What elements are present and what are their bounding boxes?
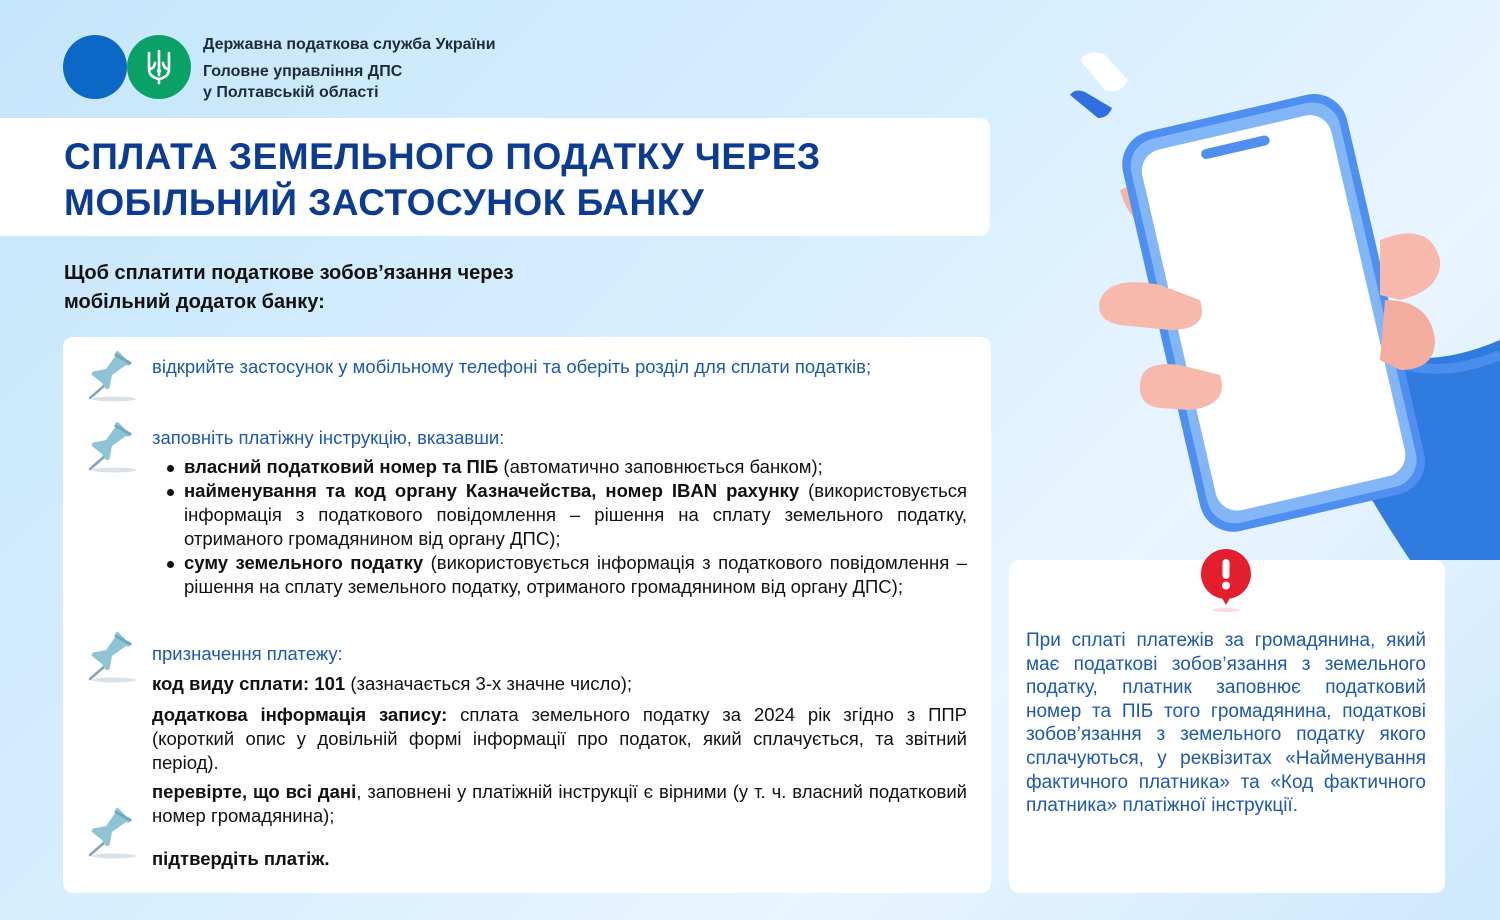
exclamation-alert-icon (1199, 547, 1253, 613)
dps-logo (63, 35, 193, 99)
list-item (165, 479, 967, 551)
hand-holding-phone-illustration (1050, 40, 1500, 560)
required-fields-list (165, 455, 967, 599)
pushpin-icon (78, 804, 138, 864)
pushpin-icon (78, 347, 138, 407)
trident-icon (143, 49, 175, 85)
step-confirm: підтвердіть платіж. (152, 848, 330, 869)
bullet-text: (використовується інформація з податкового повідомлення – рішення на сплату земельного податку, отриманого громадянином від органу ДПС); (184, 480, 967, 549)
payment-code-label: код виду сплати: 101 (152, 673, 346, 694)
additional-info (152, 703, 967, 775)
note-text: При сплаті платежів за громадянина, який має податкові зобов’язання з земельного податку, платник заповнює податковий номер та ПІБ того громадянина, податкові зобов’язання з земельного податку якого сплачуються, у реквізитах «Найменування фактичного платника» та «Код фактичного платника» платіжної інструкції. (1026, 630, 1426, 817)
step-verify (152, 780, 967, 828)
bullet-bold: найменування та код органу Казначейства, номер IBAN рахунку (184, 480, 800, 501)
org-line-2: Головне управління ДПС (203, 63, 403, 80)
pushpin-icon (78, 418, 138, 478)
org-line-1: Державна податкова служба України (203, 36, 496, 53)
additional-info-label: додаткова інформація запису: (152, 704, 448, 725)
logo-blue-circle (63, 35, 127, 99)
step-purpose-heading: призначення платежу: (152, 643, 343, 664)
bullet-text: (використовується інформація з податкового повідомлення – рішення на сплату земельного податку, отриманого громадянином від органу ДПС); (184, 552, 967, 597)
bullet-text: (автоматично заповнюється банком); (498, 456, 823, 477)
intro-line-1: Щоб сплатити податкове зобов’язання через (64, 262, 514, 284)
verify-text: , заповнені у платіжній інструкції є вірними (у т. ч. власний податковий номер громадянина); (152, 781, 967, 826)
bullet-bold: власний податковий номер та ПІБ (184, 456, 499, 477)
step-fill-instruction: заповніть платіжну інструкцію, вказавши: (152, 427, 505, 448)
pushpin-icon (78, 628, 138, 688)
payment-code (152, 672, 632, 696)
additional-info-text: сплата земельного податку за 2024 рік згідно з ППР (короткий опис у довільній формі інформації про податок, який сплачується, та звітний період). (152, 704, 968, 773)
bullet-bold: суму земельного податку (184, 552, 424, 573)
list-item (165, 455, 967, 479)
payment-code-text: (зазначається 3-х значне число); (345, 673, 633, 694)
intro-text (64, 259, 514, 317)
title-line-2: МОБІЛЬНИЙ ЗАСТОСУНОК БАНКУ (64, 182, 705, 223)
page-title (64, 134, 821, 226)
step-open-app: відкрийте застосунок у мобільному телефоні та оберіть розділ для сплати податків; (152, 356, 872, 377)
org-line-3: у Полтавській області (203, 84, 379, 101)
organization-name (203, 34, 496, 103)
title-line-1: СПЛАТА ЗЕМЕЛЬНОГО ПОДАТКУ ЧЕРЕЗ (64, 136, 821, 177)
list-item (165, 551, 967, 599)
intro-line-2: мобільний додаток банку: (64, 291, 325, 313)
verify-label: перевірте, що всі дані (152, 781, 357, 802)
